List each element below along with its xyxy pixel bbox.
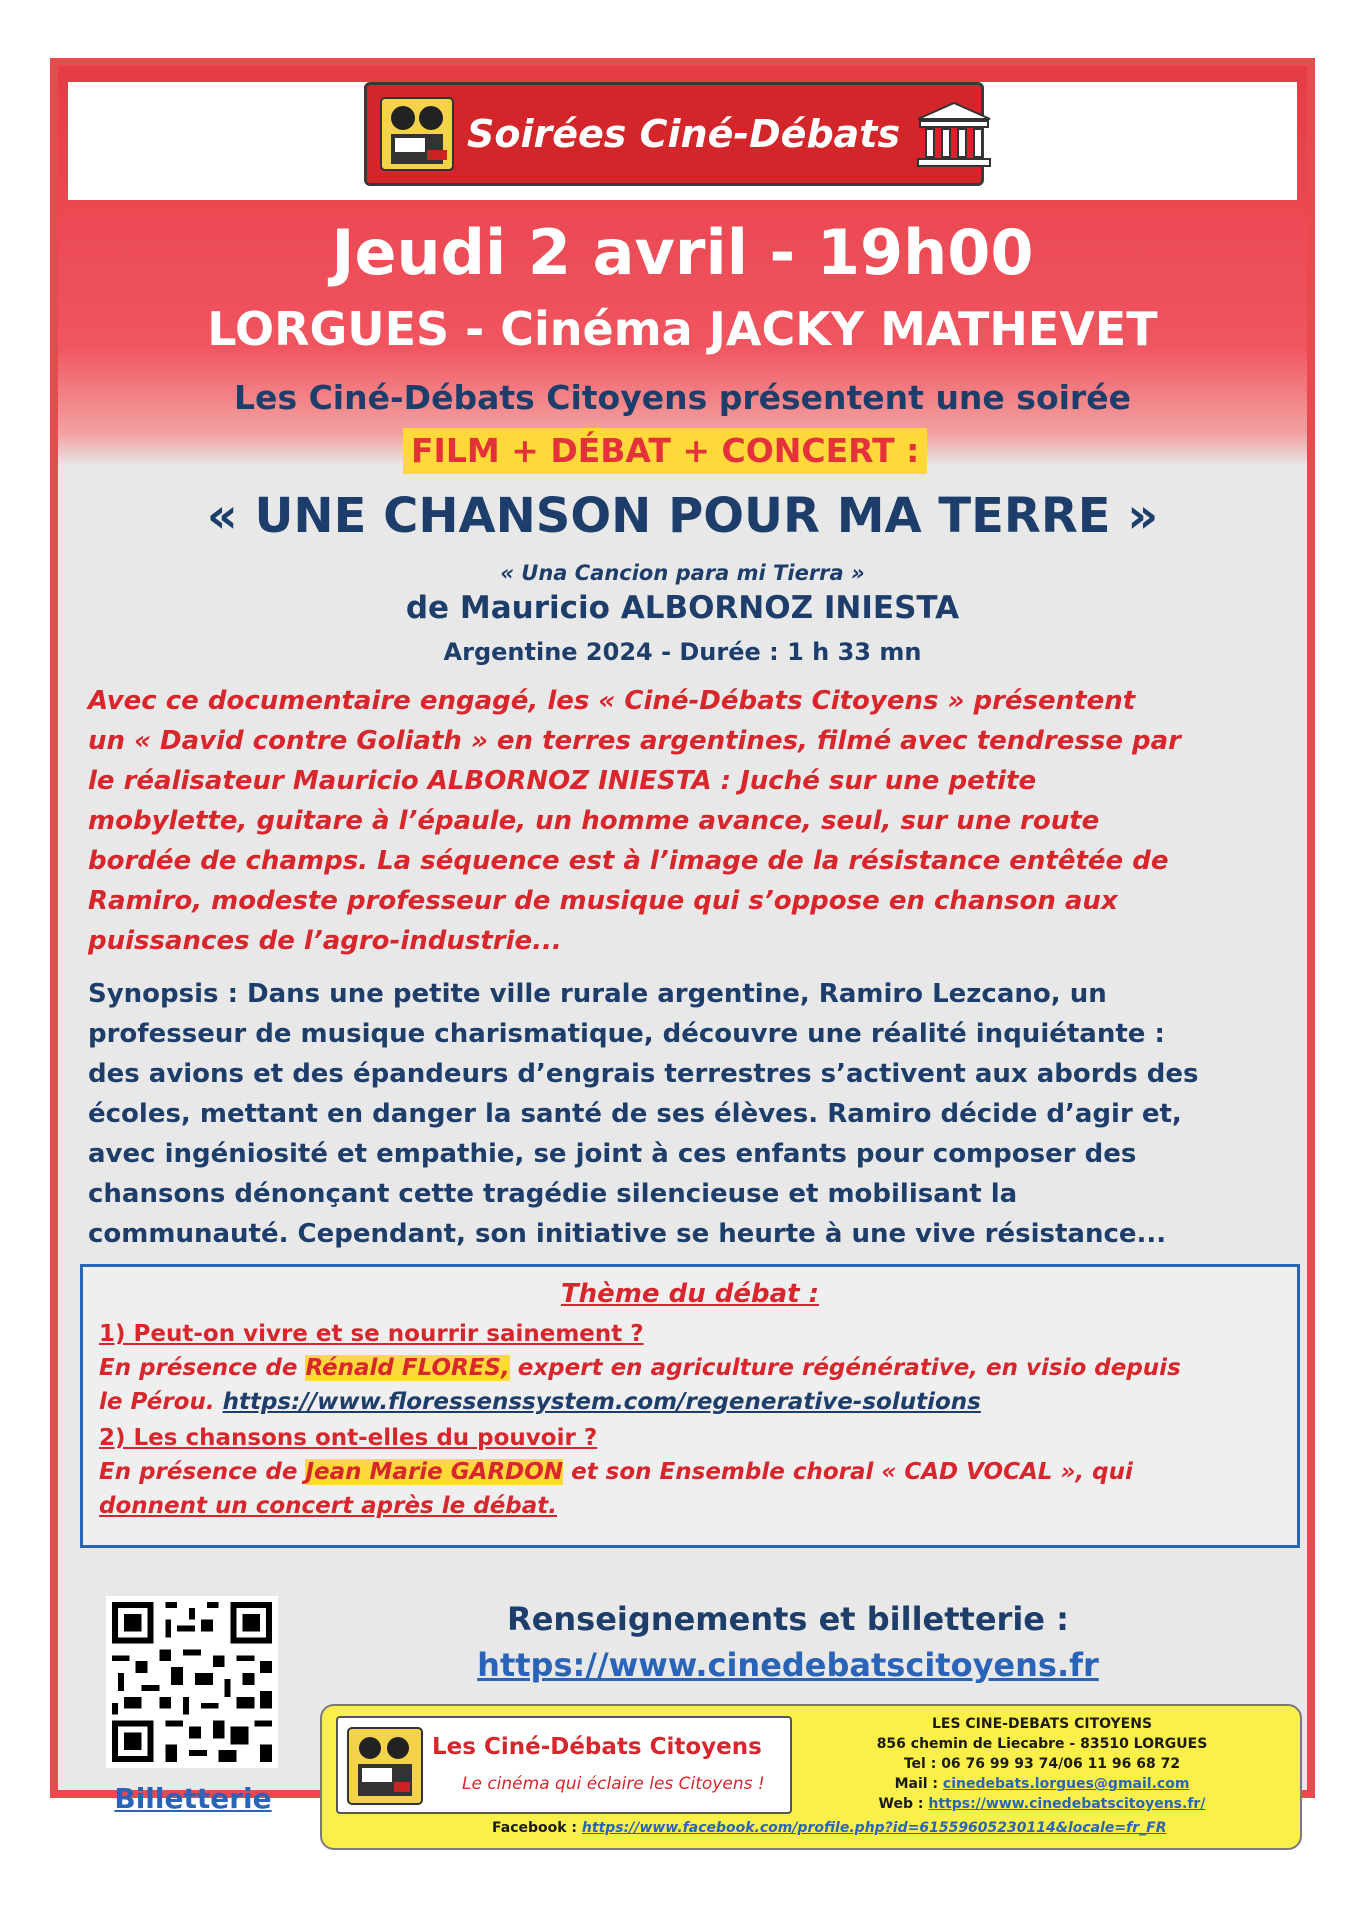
organization-logo	[336, 1716, 792, 1814]
film-synopsis	[88, 974, 1298, 1254]
regenerative-link[interactable]: https://www.floressenssystem.com/regenerative-solutions	[222, 1389, 981, 1415]
facebook-link[interactable]: https://www.facebook.com/profile.php?id=61559605230114&locale=fr_FR	[581, 1820, 1167, 1836]
event-date: Jeudi 2 avril - 19h00	[331, 216, 1034, 289]
debate-box	[80, 1264, 1300, 1548]
poster	[50, 58, 1315, 1836]
synopsis-line: des avions et des épandeurs d’engrais terrestres s’activent aux abords des	[88, 1059, 1199, 1089]
film-title: « UNE CHANSON POUR MA TERRE »	[206, 488, 1159, 544]
web-link[interactable]: https://www.cinedebatscitoyens.fr/	[928, 1796, 1206, 1812]
film-original-title: « Una Cancion para mi Tierra »	[500, 561, 865, 585]
description-line: Avec ce documentaire engagé, les « Ciné-Débats Citoyens » présentent	[88, 686, 1136, 716]
synopsis-line: Synopsis : Dans une petite ville rurale argentine, Ramiro Lezcano, un	[88, 979, 1107, 1009]
guest-description: et son Ensemble choral « CAD VOCAL », qui	[563, 1459, 1133, 1485]
contact-address: 856 chemin de Liecabre - 83510 LORGUES	[876, 1736, 1208, 1752]
organization-name: Les Ciné-Débats Citoyens	[432, 1734, 762, 1760]
facebook-line	[492, 1820, 1166, 1836]
guest-location: le Pérou.	[99, 1389, 223, 1415]
film-director: de Mauricio ALBORNOZ INIESTA	[405, 590, 960, 626]
mail-link[interactable]: cinedebats.lorgues@gmail.com	[942, 1776, 1190, 1792]
event-intro: Les Ciné-Débats Citoyens présentent une soirée	[234, 378, 1131, 417]
mail-label: Mail :	[894, 1776, 943, 1792]
debate-question-2: 2) Les chansons ont-elles du pouvoir ?	[99, 1425, 598, 1451]
debate-question-1: 1) Peut-on vivre et se nourrir sainement ?	[99, 1321, 644, 1347]
film-logo-icon	[377, 94, 457, 174]
debate-theme: Thème du débat :	[560, 1279, 820, 1309]
event-banner	[364, 82, 984, 186]
contact-mail-line	[792, 1774, 1292, 1794]
facebook-label: Facebook :	[492, 1820, 582, 1836]
film-origin: Argentine 2024 - Durée : 1 h 33 mn	[443, 638, 922, 666]
contact-phone: Tel : 06 76 99 93 74/06 11 96 68 72	[903, 1756, 1181, 1772]
contact-org: LES CINE-DEBATS CITOYENS	[931, 1716, 1153, 1732]
description-line: puissances de l’agro-industrie...	[88, 926, 562, 956]
description-line: le réalisateur Mauricio ALBORNOZ INIESTA : Juché sur une petite	[88, 766, 1037, 796]
film-logo-icon	[346, 1726, 424, 1806]
guest-description: expert en agriculture régénérative, en visio depuis	[509, 1355, 1181, 1381]
contact-web-line	[792, 1794, 1292, 1814]
synopsis-line: avec ingéniosité et empathie, se joint à ces enfants pour composer des	[88, 1139, 1137, 1169]
event-venue: LORGUES - Cinéma JACKY MATHEVET	[207, 302, 1158, 356]
organization-tagline: Le cinéma qui éclaire les Citoyens !	[462, 1774, 765, 1794]
debate-guest-2-line-2: donnent un concert après le débat.	[99, 1493, 558, 1519]
description-line: Ramiro, modeste professeur de musique qui s’oppose en chanson aux	[88, 886, 1118, 916]
ticket-qr-code[interactable]	[106, 1596, 278, 1768]
synopsis-line: professeur de musique charismatique, découvre une réalité inquiétante :	[88, 1019, 1165, 1049]
synopsis-line: communauté. Cependant, son initiative se heurte à une vive résistance...	[88, 1219, 1167, 1249]
synopsis-line: écoles, mettant en danger la santé de ses élèves. Ramiro décide d’agir et,	[88, 1099, 1182, 1129]
synopsis-line: chansons dénonçant cette tragédie silencieuse et mobilisant la	[88, 1179, 1018, 1209]
debate-guest-1-line-2	[99, 1389, 981, 1415]
web-label: Web :	[878, 1796, 929, 1812]
contact-details	[792, 1714, 1292, 1814]
website-link[interactable]: https://www.cinedebatscitoyens.fr	[477, 1646, 1099, 1684]
footer-contact-card	[320, 1704, 1302, 1850]
description-line: un « David contre Goliath » en terres argentines, filmé avec tendresse par	[88, 726, 1181, 756]
description-line: bordée de champs. La séquence est à l’image de la résistance entêtée de	[88, 846, 1169, 876]
description-line: mobylette, guitare à l’épaule, un homme avance, seul, sur une route	[88, 806, 1100, 836]
guest-prefix: En présence de	[99, 1459, 306, 1485]
banner-title: Soirées Ciné-Débats	[467, 112, 901, 156]
ticketing-link[interactable]: Billetterie	[114, 1782, 272, 1815]
film-description	[88, 681, 1298, 961]
info-heading: Renseignements et billetterie :	[507, 1600, 1069, 1638]
debate-guest-1-line	[99, 1355, 1181, 1381]
debate-guest-2-line	[99, 1459, 1133, 1485]
temple-icon	[914, 99, 994, 169]
guest-name: Jean Marie GARDON	[305, 1459, 564, 1485]
event-format: FILM + DÉBAT + CONCERT :	[403, 428, 927, 474]
guest-name: Rénald FLORES,	[305, 1355, 510, 1381]
guest-prefix: En présence de	[99, 1355, 306, 1381]
